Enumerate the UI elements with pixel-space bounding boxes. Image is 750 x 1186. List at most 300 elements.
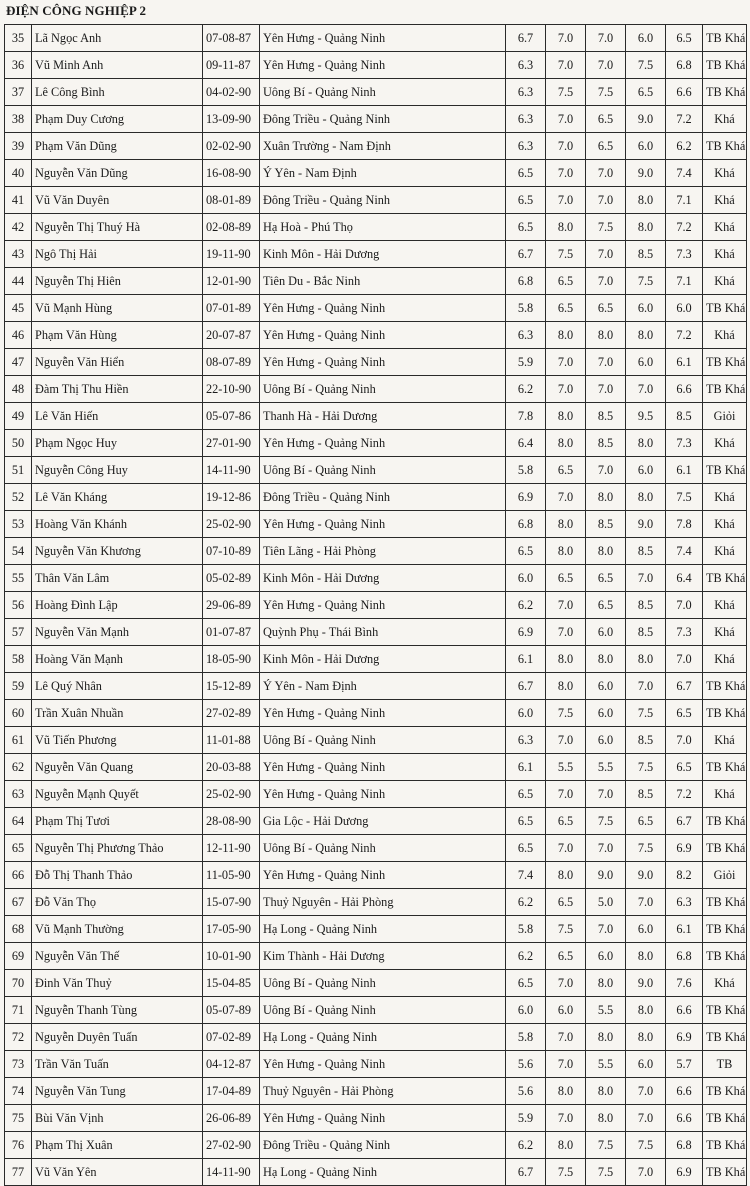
date-of-birth: 25-02-90 [203, 511, 260, 538]
date-of-birth: 05-07-89 [203, 997, 260, 1024]
table-row [5, 214, 747, 241]
score-4: 8.5 [626, 241, 666, 268]
hometown: Thuỷ Nguyên - Hải Phòng [260, 1078, 506, 1105]
score-3: 8.0 [586, 970, 626, 997]
score-3: 6.5 [586, 295, 626, 322]
classification: Khá [703, 430, 747, 457]
score-average: 7.2 [666, 106, 703, 133]
table-row [5, 241, 747, 268]
hometown: Gia Lộc - Hải Dương [260, 808, 506, 835]
score-2: 7.0 [546, 970, 586, 997]
date-of-birth: 01-07-87 [203, 619, 260, 646]
hometown: Uông Bí - Quảng Ninh [260, 79, 506, 106]
table-row [5, 52, 747, 79]
table-row [5, 754, 747, 781]
table-row [5, 916, 747, 943]
score-3: 8.5 [586, 511, 626, 538]
score-1: 6.2 [506, 592, 546, 619]
student-name: Hoàng Văn Mạnh [32, 646, 203, 673]
classification: Khá [703, 322, 747, 349]
classification: Khá [703, 214, 747, 241]
score-average: 6.7 [666, 673, 703, 700]
row-number: 40 [5, 160, 32, 187]
score-average: 6.1 [666, 349, 703, 376]
hometown: Tiên Du - Bắc Ninh [260, 268, 506, 295]
score-average: 8.5 [666, 403, 703, 430]
table-row [5, 1105, 747, 1132]
score-1: 6.8 [506, 268, 546, 295]
score-average: 6.5 [666, 25, 703, 52]
hometown: Kim Thành - Hải Dương [260, 943, 506, 970]
score-2: 6.5 [546, 808, 586, 835]
score-4: 8.0 [626, 484, 666, 511]
student-name: Bùi Văn Vịnh [32, 1105, 203, 1132]
score-3: 7.5 [586, 808, 626, 835]
score-2: 8.0 [546, 403, 586, 430]
classification: TB Khá [703, 52, 747, 79]
student-name: Vũ Văn Duyên [32, 187, 203, 214]
score-average: 7.4 [666, 538, 703, 565]
classification: TB Khá [703, 1105, 747, 1132]
score-2: 7.0 [546, 727, 586, 754]
score-2: 7.0 [546, 52, 586, 79]
score-average: 6.6 [666, 997, 703, 1024]
score-average: 6.4 [666, 565, 703, 592]
student-name: Lê Quý Nhân [32, 673, 203, 700]
score-average: 6.7 [666, 808, 703, 835]
hometown: Yên Hưng - Quảng Ninh [260, 862, 506, 889]
score-1: 5.9 [506, 349, 546, 376]
student-name: Hoàng Đình Lập [32, 592, 203, 619]
score-average: 5.7 [666, 1051, 703, 1078]
classification: Khá [703, 268, 747, 295]
score-1: 6.0 [506, 565, 546, 592]
score-2: 7.5 [546, 79, 586, 106]
score-4: 7.0 [626, 1159, 666, 1186]
score-average: 7.4 [666, 160, 703, 187]
score-4: 6.5 [626, 808, 666, 835]
score-4: 8.0 [626, 430, 666, 457]
classification: TB Khá [703, 700, 747, 727]
hometown: Uông Bí - Quảng Ninh [260, 997, 506, 1024]
score-3: 8.0 [586, 646, 626, 673]
classification: TB Khá [703, 916, 747, 943]
score-3: 5.0 [586, 889, 626, 916]
date-of-birth: 02-08-89 [203, 214, 260, 241]
hometown: Yên Hưng - Quảng Ninh [260, 511, 506, 538]
score-1: 6.2 [506, 1132, 546, 1159]
classification: Khá [703, 511, 747, 538]
score-4: 8.0 [626, 646, 666, 673]
score-3: 7.0 [586, 376, 626, 403]
student-name: Vũ Mạnh Thường [32, 916, 203, 943]
date-of-birth: 15-07-90 [203, 889, 260, 916]
score-2: 7.0 [546, 1105, 586, 1132]
row-number: 38 [5, 106, 32, 133]
score-4: 7.0 [626, 889, 666, 916]
table-row [5, 700, 747, 727]
score-1: 5.9 [506, 1105, 546, 1132]
score-1: 6.5 [506, 187, 546, 214]
table-row [5, 457, 747, 484]
table-row [5, 889, 747, 916]
score-4: 8.0 [626, 214, 666, 241]
score-4: 7.0 [626, 565, 666, 592]
grade-table [4, 24, 747, 1186]
table-row [5, 133, 747, 160]
score-2: 7.5 [546, 700, 586, 727]
table-row [5, 1132, 747, 1159]
table-row [5, 808, 747, 835]
date-of-birth: 11-01-88 [203, 727, 260, 754]
table-row [5, 376, 747, 403]
score-average: 6.8 [666, 1132, 703, 1159]
score-3: 8.0 [586, 1105, 626, 1132]
classification: TB Khá [703, 808, 747, 835]
student-name: Nguyễn Văn Dũng [32, 160, 203, 187]
score-average: 6.6 [666, 79, 703, 106]
score-1: 7.4 [506, 862, 546, 889]
score-average: 6.0 [666, 295, 703, 322]
score-3: 7.0 [586, 52, 626, 79]
score-3: 8.0 [586, 1078, 626, 1105]
score-4: 7.5 [626, 700, 666, 727]
date-of-birth: 27-02-90 [203, 1132, 260, 1159]
score-2: 7.5 [546, 1159, 586, 1186]
table-row [5, 268, 747, 295]
score-1: 6.8 [506, 511, 546, 538]
date-of-birth: 07-02-89 [203, 1024, 260, 1051]
score-1: 5.8 [506, 1024, 546, 1051]
score-2: 6.5 [546, 889, 586, 916]
hometown: Quỳnh Phụ - Thái Bình [260, 619, 506, 646]
score-2: 7.5 [546, 241, 586, 268]
score-3: 5.5 [586, 754, 626, 781]
date-of-birth: 14-11-90 [203, 1159, 260, 1186]
score-3: 5.5 [586, 997, 626, 1024]
score-2: 8.0 [546, 511, 586, 538]
classification: TB Khá [703, 565, 747, 592]
date-of-birth: 19-11-90 [203, 241, 260, 268]
date-of-birth: 22-10-90 [203, 376, 260, 403]
score-average: 6.6 [666, 1105, 703, 1132]
table-row [5, 970, 747, 997]
score-1: 6.3 [506, 52, 546, 79]
score-4: 6.0 [626, 457, 666, 484]
score-2: 6.5 [546, 295, 586, 322]
table-row [5, 403, 747, 430]
student-name: Vũ Văn Yên [32, 1159, 203, 1186]
row-number: 53 [5, 511, 32, 538]
classification: TB Khá [703, 997, 747, 1024]
score-average: 6.6 [666, 1078, 703, 1105]
score-1: 6.7 [506, 241, 546, 268]
score-1: 5.8 [506, 457, 546, 484]
score-average: 6.1 [666, 457, 703, 484]
score-3: 7.0 [586, 160, 626, 187]
date-of-birth: 08-01-89 [203, 187, 260, 214]
hometown: Yên Hưng - Quảng Ninh [260, 592, 506, 619]
row-number: 63 [5, 781, 32, 808]
score-4: 9.5 [626, 403, 666, 430]
row-number: 55 [5, 565, 32, 592]
score-3: 7.0 [586, 349, 626, 376]
hometown: Hạ Long - Quảng Ninh [260, 916, 506, 943]
classification: TB Khá [703, 457, 747, 484]
row-number: 47 [5, 349, 32, 376]
hometown: Thanh Hà - Hải Dương [260, 403, 506, 430]
date-of-birth: 07-08-87 [203, 25, 260, 52]
hometown: Hạ Long - Quảng Ninh [260, 1024, 506, 1051]
classification: TB Khá [703, 1132, 747, 1159]
classification: Khá [703, 187, 747, 214]
table-row [5, 565, 747, 592]
student-name: Nguyễn Văn Tung [32, 1078, 203, 1105]
score-2: 7.0 [546, 376, 586, 403]
score-2: 7.0 [546, 835, 586, 862]
classification: TB Khá [703, 79, 747, 106]
table-row [5, 187, 747, 214]
score-average: 7.3 [666, 619, 703, 646]
row-number: 46 [5, 322, 32, 349]
row-number: 70 [5, 970, 32, 997]
score-3: 6.0 [586, 727, 626, 754]
score-1: 6.5 [506, 214, 546, 241]
score-2: 8.0 [546, 538, 586, 565]
hometown: Ý Yên - Nam Định [260, 673, 506, 700]
score-3: 6.0 [586, 673, 626, 700]
score-1: 6.7 [506, 1159, 546, 1186]
row-number: 73 [5, 1051, 32, 1078]
score-1: 6.7 [506, 673, 546, 700]
score-average: 6.8 [666, 52, 703, 79]
page-title: ĐIỆN CÔNG NGHIỆP 2 [6, 3, 147, 18]
score-1: 5.6 [506, 1078, 546, 1105]
score-3: 7.0 [586, 835, 626, 862]
score-3: 6.0 [586, 619, 626, 646]
date-of-birth: 09-11-87 [203, 52, 260, 79]
student-name: Nguyễn Mạnh Quyết [32, 781, 203, 808]
table-row [5, 322, 747, 349]
date-of-birth: 15-04-85 [203, 970, 260, 997]
table-row [5, 295, 747, 322]
row-number: 51 [5, 457, 32, 484]
score-average: 7.2 [666, 322, 703, 349]
row-number: 39 [5, 133, 32, 160]
student-name: Vũ Tiến Phương [32, 727, 203, 754]
score-4: 9.0 [626, 511, 666, 538]
date-of-birth: 28-08-90 [203, 808, 260, 835]
student-name: Vũ Minh Anh [32, 52, 203, 79]
score-1: 6.5 [506, 538, 546, 565]
classification: Giỏi [703, 403, 747, 430]
row-number: 37 [5, 79, 32, 106]
row-number: 45 [5, 295, 32, 322]
classification: TB Khá [703, 295, 747, 322]
student-name: Nguyễn Văn Hiển [32, 349, 203, 376]
score-4: 7.5 [626, 835, 666, 862]
hometown: Kinh Môn - Hải Dương [260, 646, 506, 673]
score-4: 7.5 [626, 754, 666, 781]
row-number: 71 [5, 997, 32, 1024]
table-row [5, 430, 747, 457]
row-number: 76 [5, 1132, 32, 1159]
score-2: 6.5 [546, 943, 586, 970]
score-2: 7.0 [546, 133, 586, 160]
score-3: 7.0 [586, 781, 626, 808]
score-3: 7.0 [586, 268, 626, 295]
table-row [5, 511, 747, 538]
hometown: Yên Hưng - Quảng Ninh [260, 700, 506, 727]
score-1: 5.8 [506, 916, 546, 943]
score-3: 7.0 [586, 457, 626, 484]
score-3: 7.0 [586, 241, 626, 268]
row-number: 56 [5, 592, 32, 619]
score-average: 6.1 [666, 916, 703, 943]
hometown: Uông Bí - Quảng Ninh [260, 376, 506, 403]
table-row [5, 781, 747, 808]
score-4: 6.0 [626, 295, 666, 322]
student-name: Nguyễn Duyên Tuấn [32, 1024, 203, 1051]
score-2: 8.0 [546, 214, 586, 241]
table-row [5, 619, 747, 646]
student-name: Phạm Duy Cương [32, 106, 203, 133]
score-2: 8.0 [546, 1132, 586, 1159]
hometown: Tiên Lãng - Hải Phòng [260, 538, 506, 565]
score-4: 8.0 [626, 322, 666, 349]
date-of-birth: 05-02-89 [203, 565, 260, 592]
hometown: Ý Yên - Nam Định [260, 160, 506, 187]
score-1: 6.4 [506, 430, 546, 457]
score-3: 5.5 [586, 1051, 626, 1078]
student-name: Nguyễn Văn Thế [32, 943, 203, 970]
classification: TB Khá [703, 1159, 747, 1186]
table-row [5, 160, 747, 187]
student-name: Nguyễn Văn Quang [32, 754, 203, 781]
score-3: 8.0 [586, 538, 626, 565]
date-of-birth: 04-02-90 [203, 79, 260, 106]
hometown: Đông Triều - Quảng Ninh [260, 484, 506, 511]
hometown: Yên Hưng - Quảng Ninh [260, 349, 506, 376]
score-4: 8.5 [626, 727, 666, 754]
row-number: 41 [5, 187, 32, 214]
date-of-birth: 27-01-90 [203, 430, 260, 457]
row-number: 49 [5, 403, 32, 430]
row-number: 64 [5, 808, 32, 835]
score-1: 6.5 [506, 835, 546, 862]
table-row [5, 835, 747, 862]
student-name: Nguyễn Văn Khương [32, 538, 203, 565]
classification: Khá [703, 970, 747, 997]
score-1: 6.3 [506, 133, 546, 160]
classification: TB Khá [703, 673, 747, 700]
score-3: 6.0 [586, 943, 626, 970]
score-3: 7.0 [586, 25, 626, 52]
classification: TB Khá [703, 376, 747, 403]
hometown: Đông Triều - Quảng Ninh [260, 1132, 506, 1159]
table-body [5, 25, 747, 1186]
row-number: 69 [5, 943, 32, 970]
score-1: 6.0 [506, 997, 546, 1024]
date-of-birth: 13-09-90 [203, 106, 260, 133]
date-of-birth: 05-07-86 [203, 403, 260, 430]
score-1: 6.1 [506, 646, 546, 673]
date-of-birth: 18-05-90 [203, 646, 260, 673]
date-of-birth: 12-11-90 [203, 835, 260, 862]
hometown: Đông Triều - Quảng Ninh [260, 187, 506, 214]
row-number: 67 [5, 889, 32, 916]
row-number: 65 [5, 835, 32, 862]
score-average: 6.2 [666, 133, 703, 160]
student-name: Phạm Văn Dũng [32, 133, 203, 160]
score-2: 7.5 [546, 916, 586, 943]
score-average: 6.6 [666, 376, 703, 403]
classification: Khá [703, 484, 747, 511]
hometown: Uông Bí - Quảng Ninh [260, 727, 506, 754]
date-of-birth: 07-01-89 [203, 295, 260, 322]
date-of-birth: 26-06-89 [203, 1105, 260, 1132]
classification: TB Khá [703, 943, 747, 970]
row-number: 52 [5, 484, 32, 511]
score-average: 7.0 [666, 592, 703, 619]
student-name: Nguyễn Thanh Tùng [32, 997, 203, 1024]
score-4: 8.5 [626, 781, 666, 808]
row-number: 72 [5, 1024, 32, 1051]
score-4: 8.0 [626, 997, 666, 1024]
score-3: 6.5 [586, 106, 626, 133]
score-average: 7.6 [666, 970, 703, 997]
score-4: 9.0 [626, 862, 666, 889]
classification: Khá [703, 160, 747, 187]
score-1: 6.3 [506, 79, 546, 106]
student-name: Đàm Thị Thu Hiền [32, 376, 203, 403]
score-4: 7.0 [626, 1105, 666, 1132]
score-4: 8.5 [626, 619, 666, 646]
student-name: Vũ Mạnh Hùng [32, 295, 203, 322]
score-4: 8.0 [626, 1024, 666, 1051]
score-3: 8.0 [586, 322, 626, 349]
row-number: 50 [5, 430, 32, 457]
table-row [5, 592, 747, 619]
score-1: 6.3 [506, 106, 546, 133]
score-2: 7.0 [546, 25, 586, 52]
row-number: 66 [5, 862, 32, 889]
score-1: 6.5 [506, 781, 546, 808]
score-2: 6.0 [546, 997, 586, 1024]
date-of-birth: 29-06-89 [203, 592, 260, 619]
score-3: 9.0 [586, 862, 626, 889]
classification: TB Khá [703, 349, 747, 376]
student-name: Nguyễn Thị Phương Thảo [32, 835, 203, 862]
student-name: Thân Văn Lâm [32, 565, 203, 592]
score-average: 7.0 [666, 646, 703, 673]
score-2: 7.0 [546, 1051, 586, 1078]
score-2: 7.0 [546, 160, 586, 187]
score-3: 8.0 [586, 1024, 626, 1051]
student-name: Phạm Thị Tươi [32, 808, 203, 835]
hometown: Kinh Môn - Hải Dương [260, 241, 506, 268]
score-1: 6.1 [506, 754, 546, 781]
score-3: 7.0 [586, 916, 626, 943]
score-1: 6.5 [506, 808, 546, 835]
table-row [5, 1159, 747, 1186]
score-2: 8.0 [546, 862, 586, 889]
table-row [5, 1051, 747, 1078]
classification: TB Khá [703, 1024, 747, 1051]
date-of-birth: 10-01-90 [203, 943, 260, 970]
score-1: 6.3 [506, 727, 546, 754]
score-2: 6.5 [546, 565, 586, 592]
